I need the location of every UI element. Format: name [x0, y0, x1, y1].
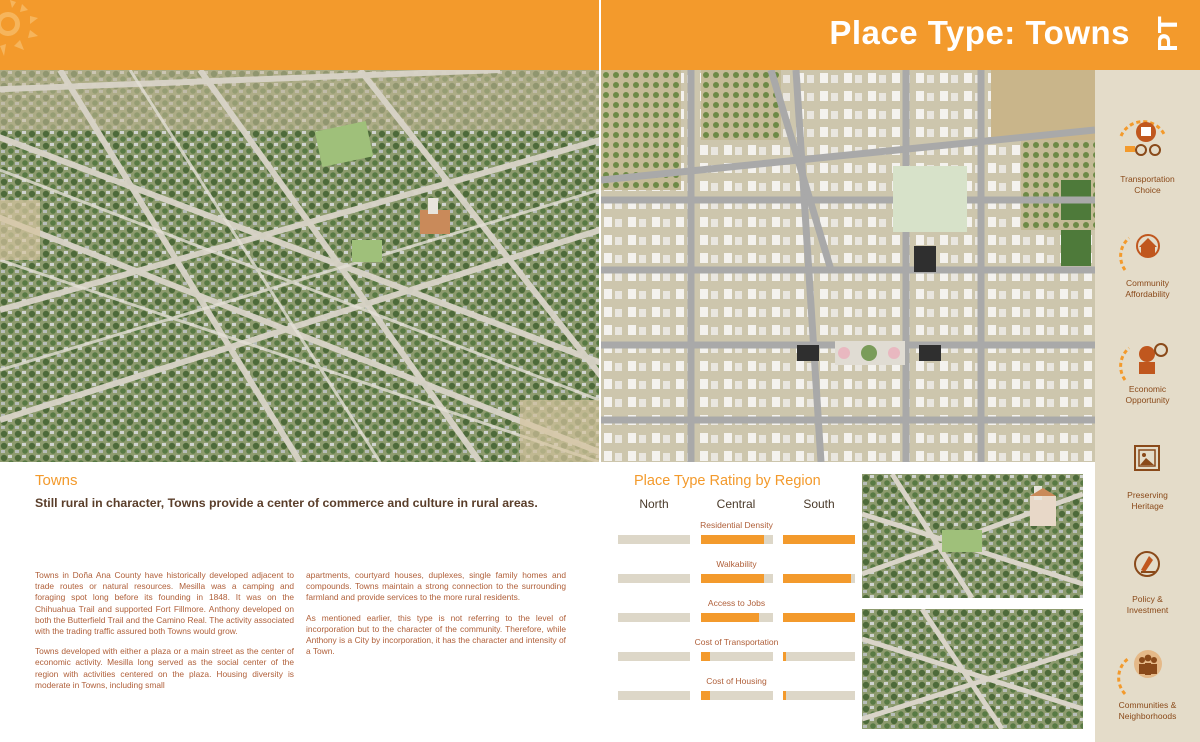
criterion-label: Walkability [716, 559, 757, 569]
rating-bar-track [783, 652, 855, 661]
rating-bar-track [618, 652, 690, 661]
sidebar-label-line: Preserving [1127, 490, 1168, 500]
section-title: Towns [35, 472, 78, 489]
aerial-town-illustration [0, 70, 599, 462]
sun-logo-icon [0, 0, 48, 62]
sidebar-label-line: Choice [1134, 185, 1161, 195]
region-label-north: North [639, 497, 669, 511]
rating-bar-track [701, 574, 773, 583]
region-label-central: Central [716, 497, 756, 511]
rating-bar-fill [783, 652, 786, 661]
sidebar-label-line: Community [1126, 278, 1169, 288]
rating-bar-track [618, 535, 690, 544]
rating-bar-fill [783, 691, 786, 700]
body-paragraph: apartments, courtyard houses, duplexes, single family homes and compounds. Towns maintain a strong connection to the surrounding farmland and provide services to the more rural residents. [306, 570, 566, 603]
sidebar-label-policy [1095, 594, 1200, 616]
sidebar-label-line: Opportunity [1125, 395, 1170, 405]
sidebar-item-policy [1095, 548, 1200, 638]
criterion-label: Cost of Transportation [694, 637, 779, 647]
body-column-2 [306, 570, 566, 666]
rating-bar-track [701, 613, 773, 622]
sidebar-label-line: Economic [1128, 384, 1167, 394]
sidebar-item-transportation [1095, 110, 1200, 200]
plaza-photo-svg [862, 474, 1083, 598]
rating-bar-fill [701, 535, 764, 544]
neighborhood-photo-svg [862, 609, 1083, 729]
rating-bar-track [783, 535, 855, 544]
sidebar-label-line: Heritage [1131, 501, 1164, 511]
sidebar-item-communities [1095, 642, 1200, 738]
body-paragraph: Towns developed with either a plaza or a main street as the center of economic activity. Mesilla long served as the social center of the region with activities centered on the plaza. Housing diversity is moderate in Towns, including small [35, 646, 294, 690]
sidebar-label-line: Investment [1126, 605, 1169, 615]
people-icon [1111, 642, 1175, 706]
rating-bar-fill [783, 535, 855, 544]
sidebar-label-economic [1095, 384, 1200, 406]
rating-bar-fill [701, 652, 710, 661]
page-title: Place Type: Towns [829, 14, 1130, 51]
criterion-label: Residential Density [700, 520, 773, 530]
sidebar-item-heritage [1095, 442, 1200, 532]
sidebar-label-line: Affordability [1125, 289, 1170, 299]
sidebar-item-affordability [1095, 222, 1200, 312]
sidebar-item-economic [1095, 332, 1200, 422]
rating-bar-track [701, 691, 773, 700]
rating-bar-track [618, 613, 690, 622]
sidebar-label-line: Transportation [1120, 174, 1175, 184]
sidebar-label-line: Communities & [1118, 700, 1177, 710]
rating-bar-fill [783, 574, 851, 583]
town-plan-diagram [601, 70, 1095, 462]
rating-bar-fill [701, 691, 710, 700]
rating-bar-track [618, 574, 690, 583]
rating-bar-track [701, 652, 773, 661]
rating-bar-fill [701, 613, 759, 622]
criterion-label: Cost of Housing [706, 676, 767, 686]
plan-diagram-svg [601, 70, 1095, 462]
rating-bar-track [701, 535, 773, 544]
rating-bar-fill [701, 574, 764, 583]
rating-bar-fill [783, 613, 855, 622]
house-icon [1111, 222, 1175, 286]
goals-sidebar [1095, 70, 1200, 742]
neighborhood-photo [862, 609, 1083, 729]
sidebar-label-heritage [1095, 490, 1200, 512]
rating-bar-track [783, 574, 855, 583]
body-paragraph: As mentioned earlier, this type is not referring to the level of incorporation but to the character of the community. Therefore, while Anthony is a City by incorporation, it has the character and intensity of a Town. [306, 612, 566, 657]
place-type-tab-label: PT [1152, 16, 1183, 52]
sidebar-label-communities [1095, 700, 1200, 722]
rating-bar-track [783, 613, 855, 622]
sidebar-label-affordability [1095, 278, 1200, 300]
plaza-photo [862, 474, 1083, 598]
sidebar-label-line: Neighborhoods [1118, 711, 1177, 721]
transportation-icon [1111, 110, 1175, 174]
place-type-tab [1150, 10, 1186, 58]
sidebar-label-line: Policy & [1132, 594, 1163, 604]
region-label-south: South [803, 497, 835, 511]
aerial-illustration-svg [0, 70, 599, 462]
rating-bar-track [618, 691, 690, 700]
section-subtitle: Still rural in character, Towns provide a center of commerce and culture in rural areas. [35, 496, 538, 510]
body-paragraph: Towns in Doña Ana County have historically developed adjacent to trade routes or natural resources. Mesilla was a camping and foraging spot long before its founding in 1848. It was on the Chihuahua Trail and supported Fort Fillmore. Anthony developed on both the Butterfield Trail and the Camino Real. The activity associated with the trading traffic assured both Towns would grow. [35, 570, 294, 637]
rating-title: Place Type Rating by Region [634, 473, 821, 489]
sidebar-label-transportation [1095, 174, 1200, 196]
criterion-label: Access to Jobs [707, 598, 766, 608]
header-banner-left [0, 0, 599, 70]
rating-bar-track [783, 691, 855, 700]
body-column-1 [35, 570, 294, 700]
